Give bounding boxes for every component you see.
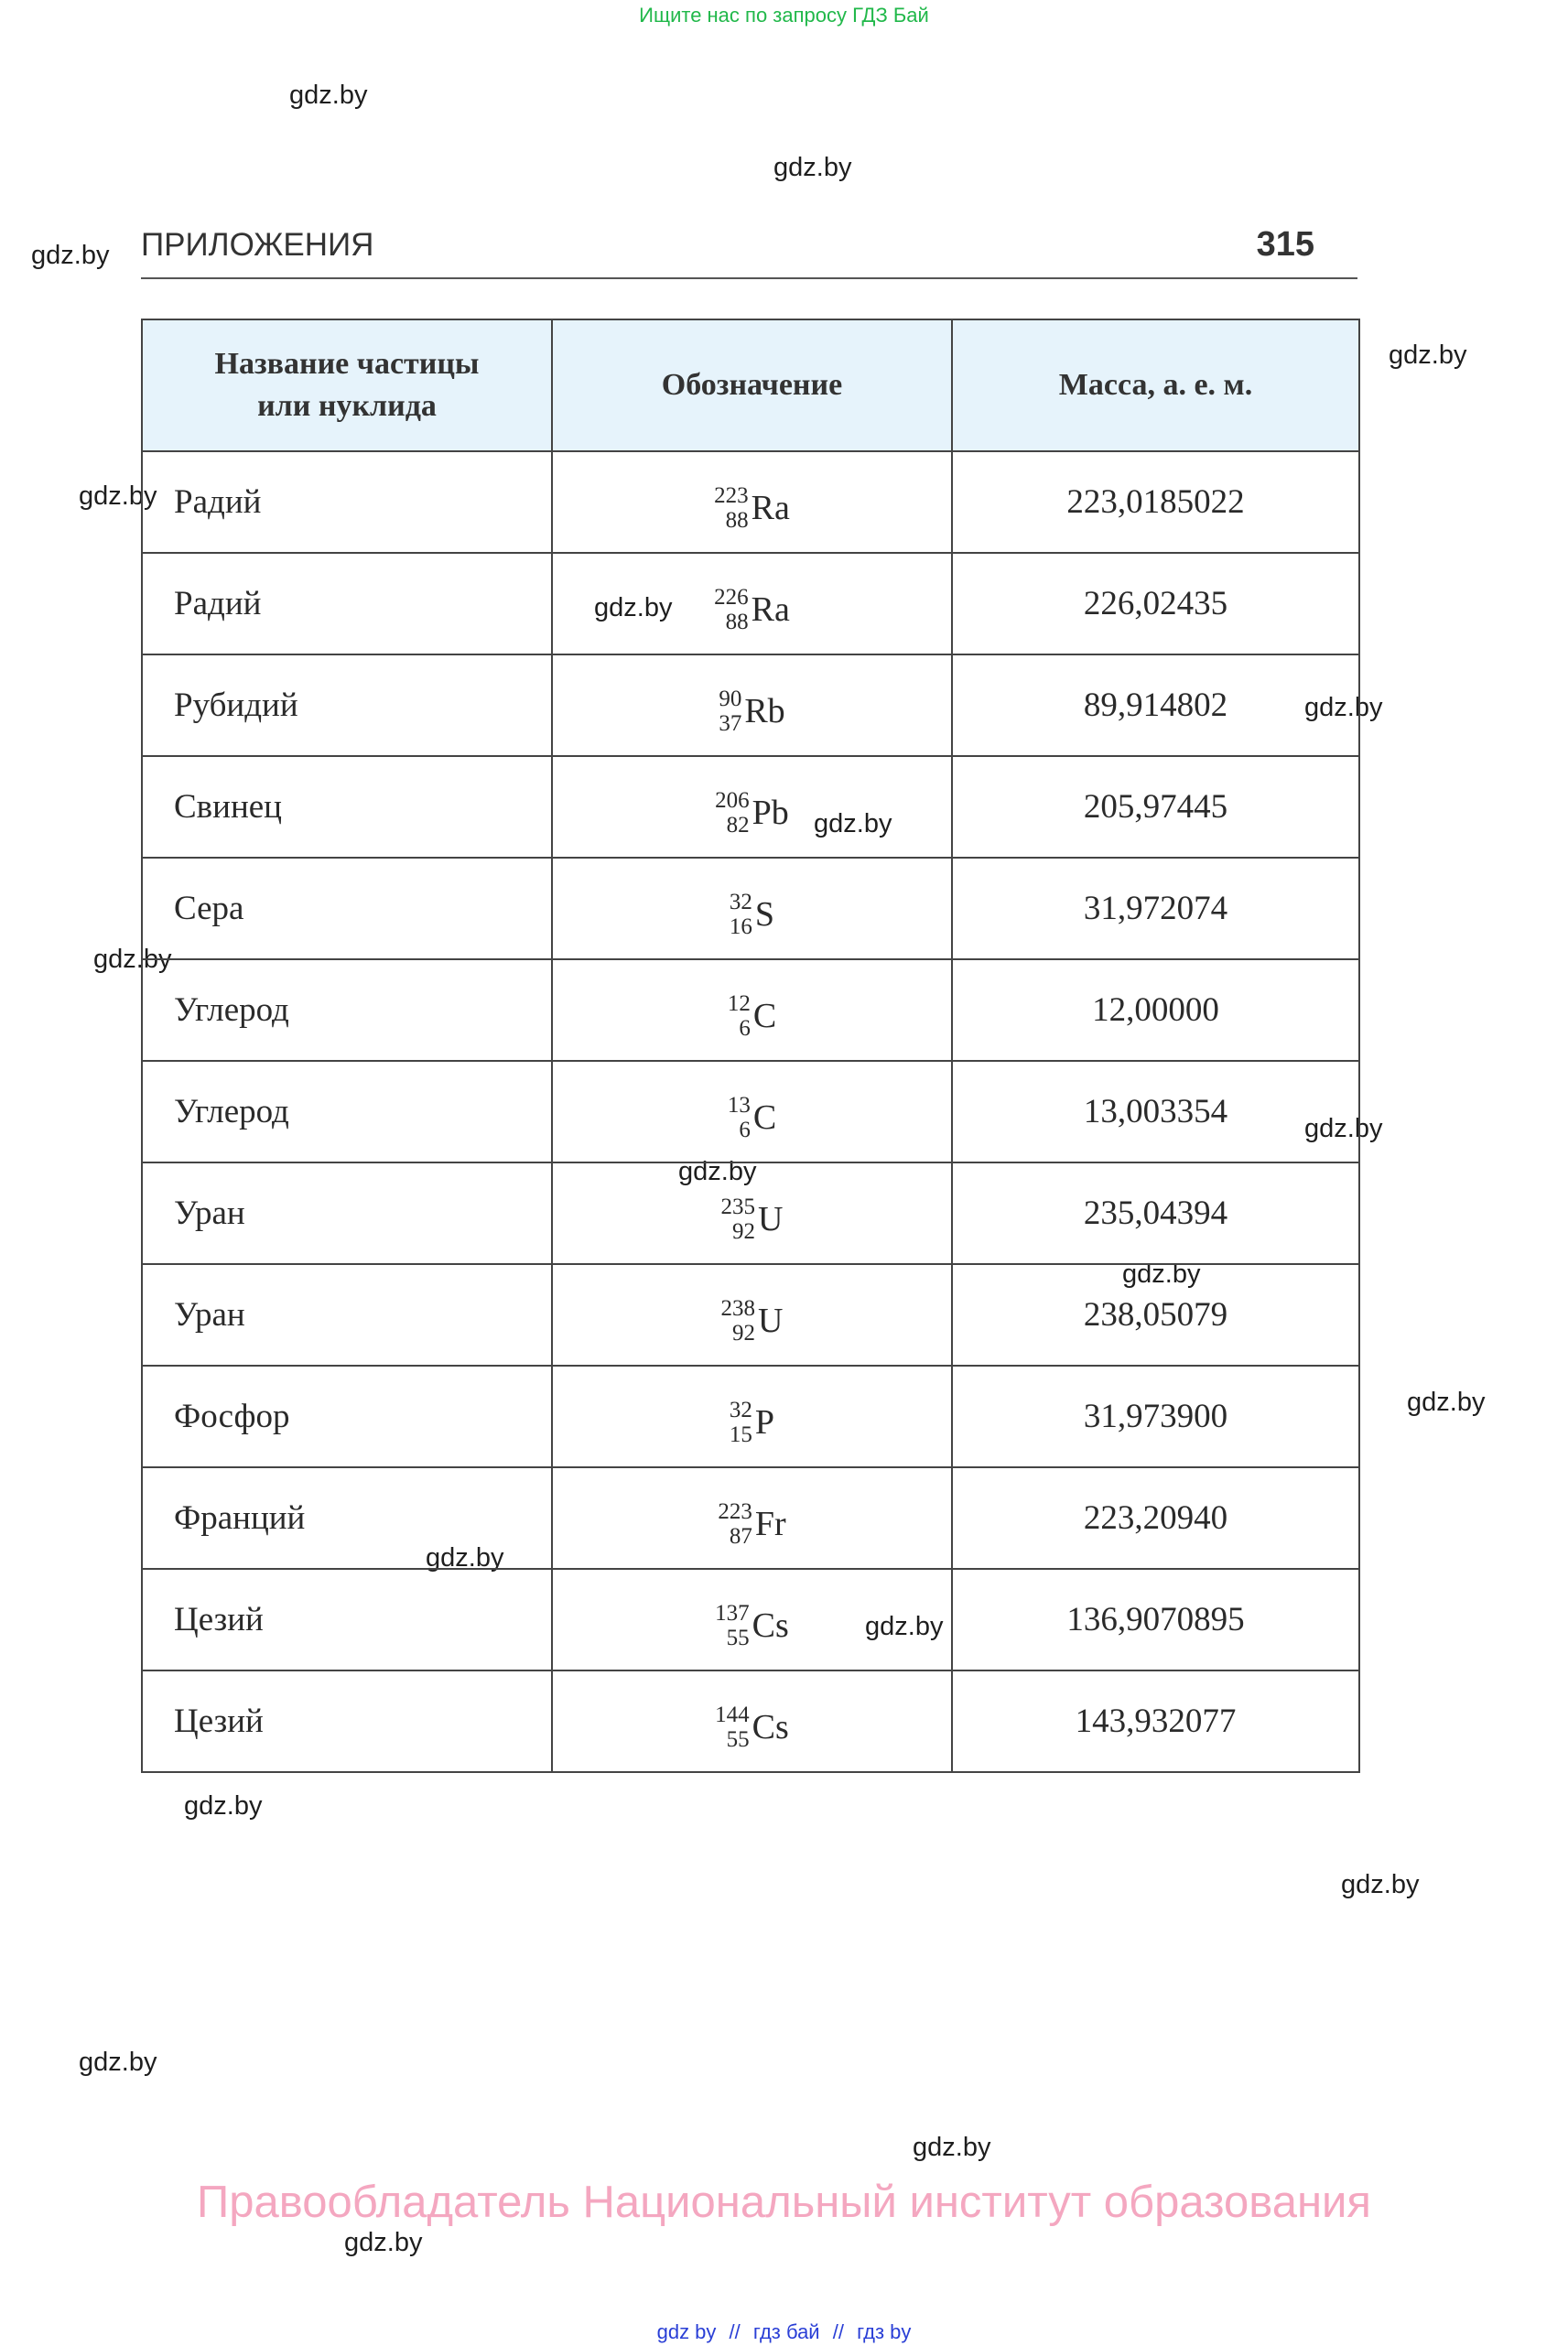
element-symbol: Ra xyxy=(751,589,790,629)
watermark: gdz.by xyxy=(773,153,852,182)
atomic-number: 87 xyxy=(729,1523,752,1549)
nuclide-symbol xyxy=(552,1467,952,1569)
watermark: gdz.by xyxy=(1304,1114,1383,1143)
link-separator: // xyxy=(832,2320,844,2343)
table-row xyxy=(142,756,1359,858)
mass-number: 223 xyxy=(714,482,749,508)
atomic-number: 16 xyxy=(729,914,752,939)
element-symbol: Cs xyxy=(752,1605,789,1645)
link-separator: // xyxy=(729,2320,741,2343)
top-search-hint-link[interactable]: Ищите нас по запросу ГДЗ Бай xyxy=(639,4,929,27)
nuclide-mass: 226,02435 xyxy=(952,553,1359,654)
watermark: gdz.by xyxy=(913,2133,991,2162)
nuclide-symbol xyxy=(552,1366,952,1467)
nuclide-name: Сера xyxy=(142,858,552,959)
column-header-name xyxy=(142,319,552,451)
watermark: gdz.by xyxy=(79,2048,157,2077)
table-row xyxy=(142,858,1359,959)
mass-number: 13 xyxy=(727,1092,751,1118)
column-header-symbol xyxy=(552,319,952,451)
bottom-links xyxy=(0,2320,1568,2344)
nuclide-name: Цезий xyxy=(142,1670,552,1772)
nuclide-name: Цезий xyxy=(142,1569,552,1670)
mass-number: 223 xyxy=(718,1498,752,1524)
atomic-number: 37 xyxy=(719,710,742,736)
element-symbol: S xyxy=(754,894,775,934)
watermark: gdz.by xyxy=(289,81,368,110)
element-symbol: Cs xyxy=(752,1707,789,1746)
column-header-symbol-text: Обозначение xyxy=(661,368,843,402)
watermark: gdz.by xyxy=(426,1543,504,1573)
watermark: gdz.by xyxy=(1122,1259,1201,1289)
watermark: gdz.by xyxy=(79,481,157,511)
element-symbol: Rb xyxy=(744,691,785,730)
atomic-number: 15 xyxy=(729,1422,752,1447)
nuclide-name: Углерод xyxy=(142,959,552,1061)
watermark: gdz.by xyxy=(1304,693,1383,722)
mass-number: 238 xyxy=(720,1295,756,1321)
mass-number: 32 xyxy=(729,889,752,914)
nuclide-symbol xyxy=(552,553,952,654)
table-row xyxy=(142,959,1359,1061)
nuclide-symbol xyxy=(552,1569,952,1670)
nuclide-symbol xyxy=(552,1162,952,1264)
element-symbol: Pb xyxy=(752,793,789,832)
link-gdz-bai[interactable]: гдз бай xyxy=(752,2320,820,2343)
section-title: ПРИЛОЖЕНИЯ xyxy=(141,227,374,263)
mass-number: 235 xyxy=(720,1194,756,1219)
nuclide-mass: 143,932077 xyxy=(952,1670,1359,1772)
nuclide-mass: 235,04394 xyxy=(952,1162,1359,1264)
nuclide-name: Рубидий xyxy=(142,654,552,756)
nuclide-name: Уран xyxy=(142,1162,552,1264)
watermark: gdz.by xyxy=(1389,341,1467,370)
nuclide-symbol xyxy=(552,959,952,1061)
nuclide-name: Радий xyxy=(142,553,552,654)
nuclide-symbol xyxy=(552,756,952,858)
table-row xyxy=(142,654,1359,756)
nuclide-mass: 31,973900 xyxy=(952,1366,1359,1467)
nuclide-mass: 223,0185022 xyxy=(952,451,1359,553)
watermark: gdz.by xyxy=(1407,1388,1486,1417)
element-symbol: Ra xyxy=(751,488,790,527)
atomic-number: 88 xyxy=(725,609,749,634)
atomic-number: 55 xyxy=(726,1625,750,1650)
nuclide-name: Фосфор xyxy=(142,1366,552,1467)
mass-number: 137 xyxy=(715,1600,750,1626)
watermark: gdz.by xyxy=(594,593,673,622)
column-header-mass xyxy=(952,319,1359,451)
watermark: gdz.by xyxy=(93,945,172,974)
mass-number: 90 xyxy=(719,686,742,711)
mass-number: 32 xyxy=(729,1397,752,1422)
table-row xyxy=(142,1366,1359,1467)
copyright-notice: Правообладатель Национальный институт образования xyxy=(197,2178,1371,2227)
watermark: gdz.by xyxy=(814,809,892,838)
nuclide-name: Углерод xyxy=(142,1061,552,1162)
table-row xyxy=(142,1061,1359,1162)
element-symbol: U xyxy=(758,1199,784,1238)
watermark: gdz.by xyxy=(678,1157,757,1186)
nuclide-symbol xyxy=(552,654,952,756)
mass-number: 226 xyxy=(714,584,749,610)
nuclide-mass-table xyxy=(141,319,1360,1773)
table-row xyxy=(142,1569,1359,1670)
atomic-number: 88 xyxy=(725,507,749,533)
atomic-number: 92 xyxy=(732,1218,756,1244)
element-symbol: C xyxy=(752,1097,777,1137)
nuclide-mass: 238,05079 xyxy=(952,1264,1359,1366)
table-row xyxy=(142,1467,1359,1569)
mass-number: 12 xyxy=(727,990,751,1016)
table-row xyxy=(142,451,1359,553)
link-gdz-by-ru[interactable]: гдз by xyxy=(857,2320,912,2343)
mass-number: 144 xyxy=(715,1702,750,1727)
nuclide-mass: 223,20940 xyxy=(952,1467,1359,1569)
watermark: gdz.by xyxy=(31,241,110,270)
nuclide-symbol xyxy=(552,1264,952,1366)
table-header-row xyxy=(142,319,1359,451)
atomic-number: 6 xyxy=(739,1117,751,1142)
table-row xyxy=(142,553,1359,654)
atomic-number: 82 xyxy=(726,812,750,838)
header-divider xyxy=(141,277,1357,279)
column-header-mass-text: Масса, а. е. м. xyxy=(1058,368,1253,402)
element-symbol: P xyxy=(754,1402,775,1442)
watermark: gdz.by xyxy=(184,1791,263,1821)
nuclide-name: Уран xyxy=(142,1264,552,1366)
nuclide-symbol xyxy=(552,1061,952,1162)
watermark: gdz.by xyxy=(1341,1870,1420,1899)
atomic-number: 92 xyxy=(732,1320,756,1346)
nuclide-symbol xyxy=(552,858,952,959)
watermark: gdz.by xyxy=(344,2228,423,2257)
nuclide-mass: 89,914802 xyxy=(952,654,1359,756)
element-symbol: C xyxy=(752,996,777,1035)
column-header-name-text: Название частицы или нуклида xyxy=(214,347,480,423)
atomic-number: 6 xyxy=(739,1015,751,1041)
page-number: 315 xyxy=(1256,225,1314,264)
watermark: gdz.by xyxy=(865,1612,944,1641)
mass-number: 206 xyxy=(715,787,750,813)
nuclide-mass: 12,00000 xyxy=(952,959,1359,1061)
nuclide-name: Свинец xyxy=(142,756,552,858)
element-symbol: U xyxy=(758,1301,784,1340)
table-row xyxy=(142,1264,1359,1366)
nuclide-symbol xyxy=(552,451,952,553)
table-row xyxy=(142,1670,1359,1772)
nuclide-mass: 136,9070895 xyxy=(952,1569,1359,1670)
nuclide-mass: 13,003354 xyxy=(952,1061,1359,1162)
table-row xyxy=(142,1162,1359,1264)
element-symbol: Fr xyxy=(754,1504,786,1543)
link-gdz-by[interactable]: gdz by xyxy=(656,2320,717,2343)
nuclide-symbol xyxy=(552,1670,952,1772)
atomic-number: 55 xyxy=(726,1726,750,1752)
nuclide-mass: 205,97445 xyxy=(952,756,1359,858)
nuclide-mass: 31,972074 xyxy=(952,858,1359,959)
nuclide-name: Радий xyxy=(142,451,552,553)
nuclide-name: Франций xyxy=(142,1467,552,1569)
